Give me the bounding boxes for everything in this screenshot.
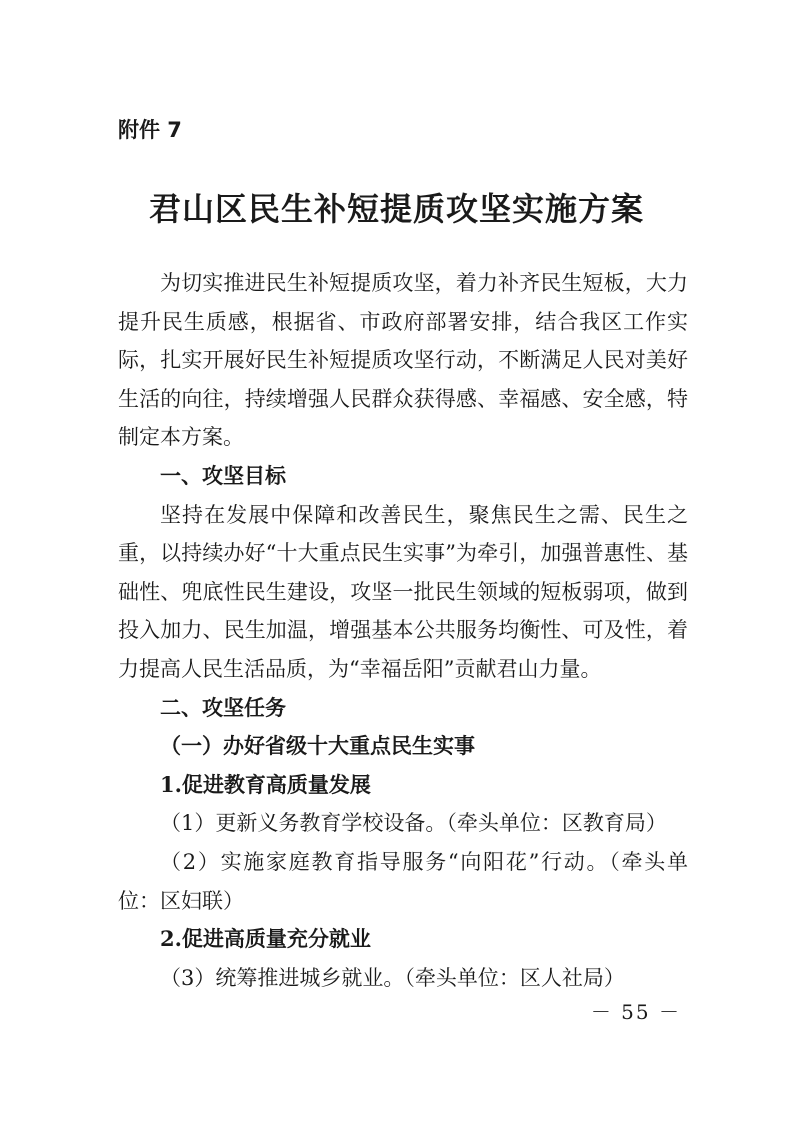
task-item-3: （3）统筹推进城乡就业。（牵头单位：区人社局）: [160, 965, 625, 990]
item-heading-employment: 2.促进高质量充分就业: [160, 926, 371, 952]
section-heading-tasks: 二、攻坚任务: [160, 695, 286, 720]
section-heading-goals: 一、攻坚目标: [160, 463, 286, 488]
goals-paragraph: 坚持在发展中保障和改善民生，聚焦民生之需、民生之重，以持续办好“十大重点民生实事”为牵引，加强普惠性、基础性、兜底性民生建设，攻坚一批民生领域的短板弱项，做到投入加力、民生加温，增强基本公共服务均衡性、可及性，着力提高人民生活品质，为“幸福岳阳”贡献君山力量。: [118, 502, 688, 681]
document-title: 君山区民生补短提质攻坚实施方案: [148, 190, 644, 228]
subsection-heading: （一）办好省级十大重点民生实事: [160, 733, 475, 759]
task-item-1: （1）更新义务教育学校设备。（牵头单位：区教育局）: [160, 811, 667, 836]
intro-paragraph: 为切实推进民生补短提质攻坚，着力补齐民生短板，大力提升民生质感，根据省、市政府部署安排，结合我区工作实际，扎实开展好民生补短提质攻坚行动，不断满足人民对美好生活的向往，持续增强人民群众获得感、幸福感、安全感，特制定本方案。: [118, 271, 688, 450]
item-heading-education: 1.促进教育高质量发展: [160, 771, 371, 797]
task-item-2: （2）实施家庭教育指导服务“向阳花”行动。（牵头单位：区妇联）: [118, 849, 688, 913]
document-body: [118, 264, 688, 997]
attachment-label: 附件 7: [118, 118, 182, 142]
page-number: － 55 －: [590, 1000, 681, 1024]
